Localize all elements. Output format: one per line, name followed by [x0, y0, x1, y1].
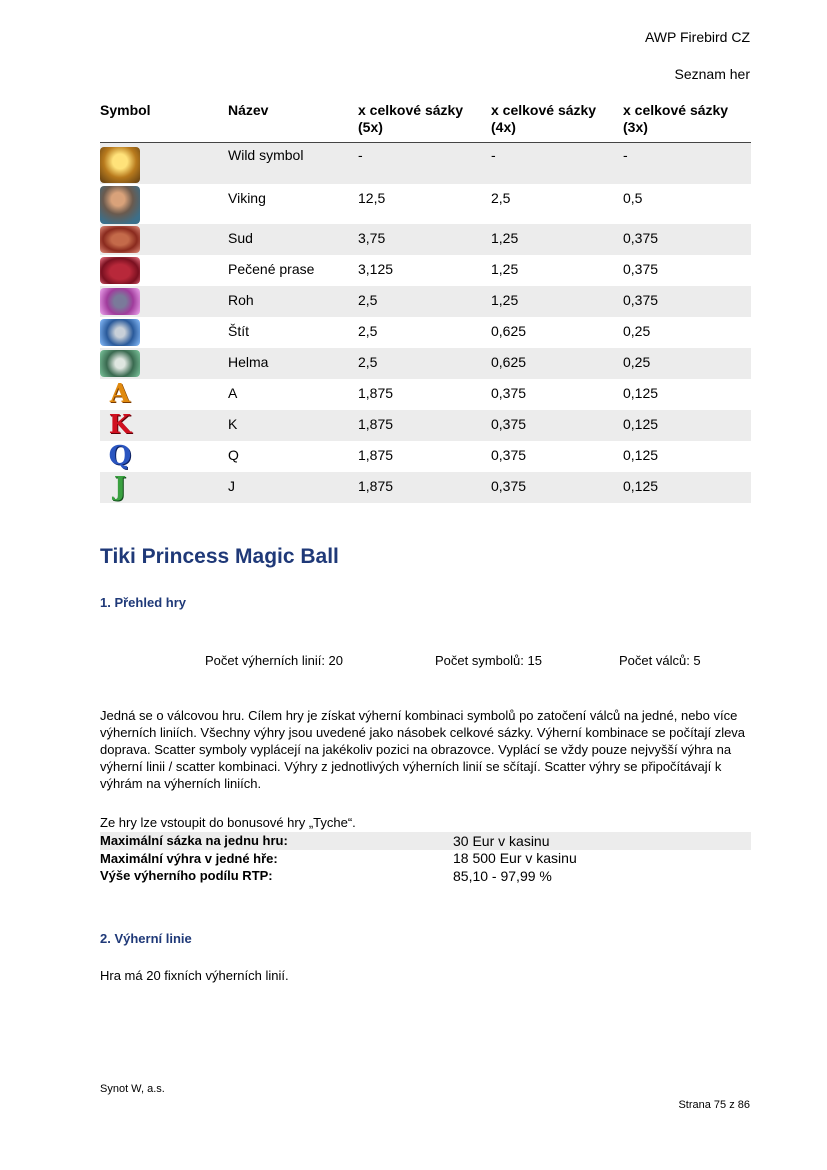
letter-q-icon: Q: [108, 441, 132, 471]
table-row: [100, 472, 751, 503]
payout-x3: 0,375: [623, 286, 751, 317]
payout-x3: 0,375: [623, 224, 751, 255]
col-header-symbol: Symbol: [100, 102, 228, 142]
payout-x4: 2,5: [491, 190, 511, 206]
symbol-name: Helma: [228, 348, 358, 379]
payout-x3: 0,125: [623, 472, 751, 503]
table-row: [100, 317, 751, 348]
table-row: [100, 286, 751, 317]
payout-x3: 0,25: [623, 323, 651, 339]
info-label: Maximální sázka na jednu hru:: [100, 833, 288, 849]
table-row: [100, 348, 751, 379]
payout-x4: 0,625: [491, 323, 527, 339]
symbol-paytable: [100, 102, 751, 503]
table-row: [100, 441, 751, 472]
stat-symbols: Počet symbolů: 15: [435, 653, 542, 668]
payout-x3: -: [623, 142, 751, 184]
symbol-name: Sud: [228, 224, 358, 255]
table-row: [100, 142, 751, 184]
info-label: Maximální výhra v jedné hře:: [100, 850, 278, 866]
info-value: 18 500 Eur v kasinu: [453, 850, 577, 867]
letter-k-icon: K: [108, 410, 132, 440]
payout-x4: 0,375: [491, 410, 623, 441]
symbol-name: Pečené prase: [228, 261, 315, 277]
col-header-x5: x celkové sázky (5x): [358, 102, 491, 142]
game-description: Jedná se o válcovou hru. Cílem hry je získat výherní kombinaci symbolů po zatočení válců na jedné, nebo více výherních liniích. Všechny výhry jsou uvedené jako násobek celkové sázky. Výherní kombinace se počítají zleva doprava. Scatter symboly vyplácejí na jakékoliv pozici na obrazovce. Vyplácí se vždy pouze nejvyšší výhra na výherní linii / scatter kombinaci. Výhry z jednotlivých výherních linií se sčítají. Scatter výhry se připočítávají k výhrám na výherních liniích.: [100, 708, 746, 791]
col-header-name: Název: [228, 102, 358, 142]
payout-x3: 0,125: [623, 410, 751, 441]
table-row: [100, 184, 751, 224]
header-document-title: AWP Firebird CZ: [644, 29, 750, 45]
payout-x5: 1,875: [358, 472, 491, 503]
paylines-text: Hra má 20 fixních výherních linií.: [100, 968, 289, 983]
barrel-icon: [100, 226, 140, 253]
col-header-x4: x celkové sázky (4x): [491, 102, 623, 142]
table-row: [100, 224, 751, 255]
info-value: 30 Eur v kasinu: [453, 832, 550, 849]
section-heading-overview: 1. Přehled hry: [100, 595, 186, 610]
game-title: Tiki Princess Magic Ball: [100, 545, 339, 568]
roast-pig-icon: [100, 257, 140, 284]
letter-j-icon: J: [113, 472, 127, 502]
payout-x3: 0,5: [623, 190, 643, 206]
payout-x3: 0,375: [623, 261, 659, 277]
table-header-row: [100, 102, 751, 142]
info-row-rtp: [100, 867, 751, 885]
payout-x3: 0,125: [623, 447, 659, 463]
symbol-name: Q: [228, 447, 239, 463]
table-row: [100, 255, 751, 286]
payout-x5: 3,75: [358, 224, 491, 255]
payout-x4: 0,375: [491, 385, 527, 401]
payout-x5: 12,5: [358, 190, 386, 206]
col-header-x3: x celkové sázky (3x): [623, 102, 751, 142]
payout-x5: 2,5: [358, 323, 378, 339]
header-section-title: Seznam her: [674, 66, 750, 82]
game-info-table: [100, 832, 751, 885]
symbol-name: Štít: [228, 323, 250, 339]
viking-icon: [100, 186, 140, 224]
payout-x4: 1,25: [491, 286, 623, 317]
info-value: 85,10 - 97,99 %: [453, 867, 552, 884]
payout-x4: 0,375: [491, 447, 527, 463]
payout-x5: -: [358, 142, 491, 184]
payout-x4: 1,25: [491, 224, 623, 255]
payout-x5: 2,5: [358, 348, 491, 379]
section-heading-paylines: 2. Výherní linie: [100, 931, 192, 946]
payout-x4: 0,625: [491, 348, 623, 379]
symbol-name: Wild symbol: [228, 142, 358, 184]
bonus-text: Ze hry lze vstoupit do bonusové hry „Tyche“.: [100, 815, 356, 830]
payout-x4: 1,25: [491, 261, 519, 277]
footer-page-number: Strana 75 z 86: [678, 1099, 750, 1111]
payout-x3: 0,125: [623, 385, 659, 401]
payout-x5: 1,875: [358, 410, 491, 441]
payout-x5: 1,875: [358, 447, 394, 463]
info-row-max-bet: [100, 832, 751, 850]
payout-x5: 3,125: [358, 261, 394, 277]
helmet-icon: [100, 350, 140, 377]
payout-x3: 0,25: [623, 348, 751, 379]
payout-x4: 0,375: [491, 472, 623, 503]
letter-a-icon: A: [109, 379, 131, 409]
symbol-name: J: [228, 472, 358, 503]
symbol-name: A: [228, 385, 238, 401]
payout-x4: -: [491, 142, 623, 184]
wild-symbol-icon: [100, 147, 140, 183]
symbol-name: Viking: [228, 190, 266, 206]
horn-icon: [100, 288, 140, 315]
symbol-name: K: [228, 410, 358, 441]
payout-x5: 1,875: [358, 385, 394, 401]
info-label: Výše výherního podílu RTP:: [100, 868, 273, 884]
footer-company: Synot W, a.s.: [100, 1083, 165, 1095]
stat-paylines: Počet výherních linií: 20: [205, 653, 344, 668]
symbol-name: Roh: [228, 286, 358, 317]
info-row-max-win: [100, 850, 751, 868]
table-row: [100, 379, 751, 410]
shield-icon: [100, 319, 140, 346]
payout-x5: 2,5: [358, 286, 491, 317]
table-row: [100, 410, 751, 441]
stat-reels: Počet válců: 5: [619, 653, 701, 668]
